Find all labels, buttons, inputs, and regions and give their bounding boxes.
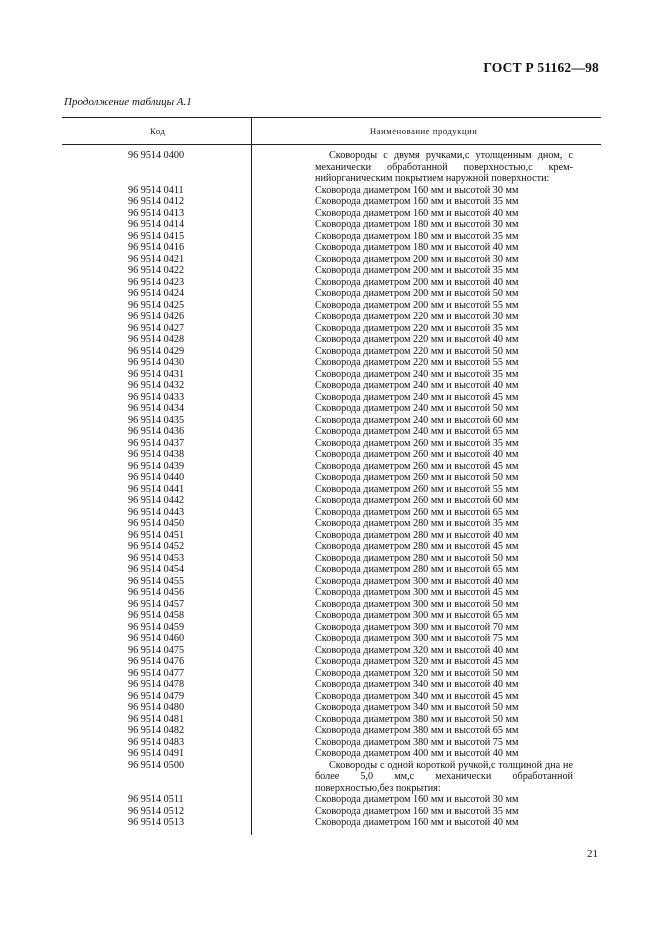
product-code: 96 9514 0441 <box>128 483 185 495</box>
table-row <box>0 553 661 565</box>
column-header-name: Наименование продукции <box>370 126 478 136</box>
product-code: 96 9514 0411 <box>128 184 184 196</box>
table-row <box>0 403 661 415</box>
product-name: Сковорода диаметром 180 мм и высотой 30 мм <box>315 219 519 230</box>
table-body <box>0 150 661 829</box>
product-name: Сковорода диаметром 240 мм и высотой 40 мм <box>315 380 519 391</box>
table-row <box>0 323 661 335</box>
table-row <box>0 357 661 369</box>
product-code: 96 9514 0428 <box>128 334 185 345</box>
product-code: 96 9514 0511 <box>128 794 184 805</box>
table-row <box>0 691 661 703</box>
product-code: 96 9514 0452 <box>128 541 185 552</box>
product-name: Сковорода диаметром 260 мм и высотой 55 мм <box>315 483 519 495</box>
product-code: 96 9514 0479 <box>128 690 185 702</box>
table-row <box>0 794 661 806</box>
standard-title: ГОСТ Р 51162—98 <box>483 60 599 75</box>
table-row <box>0 495 661 507</box>
table-row <box>0 633 661 645</box>
product-name: Сковорода диаметром 260 мм и высотой 40 мм <box>315 449 519 460</box>
table-row <box>0 265 661 277</box>
product-code: 96 9514 0439 <box>128 460 185 472</box>
product-name: Сковорода диаметром 320 мм и высотой 50 мм <box>315 667 519 679</box>
product-name: Сковорода диаметром 260 мм и высотой 60 мм <box>315 495 519 506</box>
table-row <box>0 484 661 496</box>
product-name: Сковорода диаметром 340 мм и высотой 40 мм <box>315 679 519 690</box>
table-row <box>0 449 661 461</box>
product-code: 96 9514 0436 <box>128 426 185 437</box>
product-code: 96 9514 0500 <box>128 759 185 771</box>
table-row <box>0 587 661 599</box>
product-name: Сковорода диаметром 220 мм и высотой 55 мм <box>315 357 519 368</box>
product-name: Сковорода диаметром 300 мм и высотой 45 мм <box>315 587 519 598</box>
product-name: Сковорода диаметром 380 мм и высотой 75 мм <box>315 736 519 748</box>
table-row <box>0 334 661 346</box>
product-name: Сковорода диаметром 260 мм и высотой 45 мм <box>315 460 519 472</box>
product-name: Сковорода диаметром 280 мм и высотой 40 мм <box>315 529 519 541</box>
table-row <box>0 702 661 714</box>
product-name: Сковорода диаметром 280 мм и высотой 45 мм <box>315 541 519 552</box>
product-code: 96 9514 0424 <box>128 288 185 299</box>
table-row <box>0 679 661 691</box>
table-row <box>0 208 661 220</box>
product-name: Сковорода диаметром 240 мм и высотой 50 мм <box>315 403 519 414</box>
product-name: Сковорода диаметром 220 мм и высотой 30 мм <box>315 311 519 322</box>
product-code: 96 9514 0475 <box>128 644 185 656</box>
product-name: Сковорода диаметром 240 мм и высотой 35 мм <box>315 368 519 380</box>
table-row <box>0 530 661 542</box>
product-code: 96 9514 0416 <box>128 242 185 253</box>
product-name: Сковорода диаметром 160 мм и высотой 40 мм <box>315 207 519 219</box>
product-name: Сковорода диаметром 160 мм и высотой 35 мм <box>315 196 519 207</box>
product-code: 96 9514 0482 <box>128 725 185 736</box>
product-name: Сковорода диаметром 260 мм и высотой 50 мм <box>315 472 519 483</box>
table-row <box>0 645 661 657</box>
product-code: 96 9514 0440 <box>128 472 185 483</box>
product-name: Сковорода диаметром 300 мм и высотой 75 мм <box>315 633 519 644</box>
product-code: 96 9514 0415 <box>128 230 185 242</box>
product-code: 96 9514 0400 <box>128 150 185 161</box>
product-code: 96 9514 0460 <box>128 633 185 644</box>
product-name: Сковорода диаметром 340 мм и высотой 50 мм <box>315 702 519 713</box>
table-row <box>0 288 661 300</box>
table-row <box>0 656 661 668</box>
table-row <box>0 668 661 680</box>
product-code: 96 9514 0431 <box>128 368 185 380</box>
product-code: 96 9514 0413 <box>128 207 185 219</box>
table-row <box>0 369 661 381</box>
table-row <box>0 219 661 231</box>
table-row <box>0 714 661 726</box>
product-name: Сковорода диаметром 160 мм и высотой 30 мм <box>315 184 519 196</box>
product-code: 96 9514 0422 <box>128 265 185 276</box>
product-name: Сковорода диаметром 260 мм и высотой 35 мм <box>315 437 519 449</box>
product-name: Сковорода диаметром 200 мм и высотой 35 мм <box>315 265 519 276</box>
product-name: Сковорода диаметром 280 мм и высотой 35 мм <box>315 518 519 529</box>
column-header-code: Код <box>150 126 166 136</box>
table-row <box>0 254 661 266</box>
product-code: 96 9514 0512 <box>128 805 185 817</box>
product-name: Сковорода диаметром 220 мм и высотой 50 мм <box>315 345 519 357</box>
product-name: Сковорода диаметром 240 мм и высотой 65 мм <box>315 426 519 437</box>
table-row <box>0 748 661 760</box>
product-name: Сковорода диаметром 320 мм и высотой 45 мм <box>315 656 519 667</box>
product-name: Сковорода диаметром 300 мм и высотой 50 мм <box>315 598 519 610</box>
product-code: 96 9514 0458 <box>128 610 185 621</box>
product-code: 96 9514 0427 <box>128 322 185 334</box>
product-code: 96 9514 0459 <box>128 621 185 633</box>
table-row <box>0 610 661 622</box>
product-name: Сковорода диаметром 380 мм и высотой 65 мм <box>315 725 519 736</box>
product-code: 96 9514 0429 <box>128 345 185 357</box>
product-name: Сковорода диаметром 300 мм и высотой 70 мм <box>315 621 519 633</box>
product-name: Сковорода диаметром 380 мм и высотой 50 мм <box>315 713 519 725</box>
product-name: Сковорода диаметром 320 мм и высотой 40 мм <box>315 644 519 656</box>
table-row <box>0 300 661 312</box>
product-code: 96 9514 0456 <box>128 587 185 598</box>
product-code: 96 9514 0477 <box>128 667 185 679</box>
product-code: 96 9514 0435 <box>128 414 185 426</box>
table-row <box>0 346 661 358</box>
table-row <box>0 541 661 553</box>
table-row <box>0 461 661 473</box>
table-row <box>0 599 661 611</box>
product-code: 96 9514 0476 <box>128 656 185 667</box>
table-row <box>0 576 661 588</box>
table-row <box>0 760 661 795</box>
table-row <box>0 737 661 749</box>
product-name: Сковорода диаметром 280 мм и высотой 65 мм <box>315 564 519 575</box>
product-name: Сковорода диаметром 200 мм и высотой 50 мм <box>315 288 519 299</box>
table-row <box>0 472 661 484</box>
product-name: Сковорода диаметром 160 мм и высотой 30 мм <box>315 794 519 805</box>
product-name: Сковорода диаметром 260 мм и высотой 65 мм <box>315 506 519 518</box>
product-name: Сковорода диаметром 160 мм и высотой 40 мм <box>315 817 519 828</box>
product-code: 96 9514 0453 <box>128 552 185 564</box>
product-name: Сковорода диаметром 400 мм и высотой 40 мм <box>315 748 519 759</box>
table-row <box>0 415 661 427</box>
table-row <box>0 564 661 576</box>
product-name: Сковорода диаметром 280 мм и высотой 50 мм <box>315 552 519 564</box>
product-code: 96 9514 0481 <box>128 713 185 725</box>
table-row <box>0 438 661 450</box>
product-code: 96 9514 0451 <box>128 529 185 541</box>
table-row <box>0 622 661 634</box>
product-code: 96 9514 0483 <box>128 736 185 748</box>
table-row <box>0 311 661 323</box>
page-number: 21 <box>587 848 598 860</box>
product-code: 96 9514 0425 <box>128 299 185 311</box>
product-name: Сковорода диаметром 240 мм и высотой 60 мм <box>315 414 519 426</box>
product-name: Сковорода диаметром 220 мм и высотой 35 мм <box>315 322 519 334</box>
table-row <box>0 185 661 197</box>
table-row <box>0 725 661 737</box>
product-code: 96 9514 0443 <box>128 506 185 518</box>
product-code: 96 9514 0430 <box>128 357 185 368</box>
product-code: 96 9514 0414 <box>128 219 185 230</box>
product-name: Сковорода диаметром 340 мм и высотой 45 мм <box>315 690 519 702</box>
product-code: 96 9514 0457 <box>128 598 185 610</box>
product-name: Сковорода диаметром 180 мм и высотой 40 мм <box>315 242 519 253</box>
table-row <box>0 817 661 829</box>
product-code: 96 9514 0423 <box>128 276 185 288</box>
product-code: 96 9514 0455 <box>128 575 185 587</box>
product-code: 96 9514 0412 <box>128 196 185 207</box>
product-name: Сковорода диаметром 240 мм и высотой 45 мм <box>315 391 519 403</box>
product-name: Сковорода диаметром 200 мм и высотой 30 мм <box>315 253 519 265</box>
table-row <box>0 426 661 438</box>
table-top-rule <box>62 117 601 118</box>
table-row <box>0 277 661 289</box>
product-code: 96 9514 0437 <box>128 437 185 449</box>
table-row <box>0 518 661 530</box>
product-code: 96 9514 0426 <box>128 311 185 322</box>
product-code: 96 9514 0478 <box>128 679 185 690</box>
table-row <box>0 150 661 185</box>
table-row <box>0 380 661 392</box>
product-code: 96 9514 0434 <box>128 403 185 414</box>
table-row <box>0 806 661 818</box>
table-row <box>0 392 661 404</box>
product-name: Сковорода диаметром 300 мм и высотой 65 мм <box>315 610 519 621</box>
product-code: 96 9514 0491 <box>128 748 185 759</box>
product-name: Сковорода диаметром 200 мм и высотой 55 мм <box>315 299 519 311</box>
product-code: 96 9514 0480 <box>128 702 185 713</box>
table-row <box>0 231 661 243</box>
product-code: 96 9514 0442 <box>128 495 185 506</box>
product-name: Сковорода диаметром 160 мм и высотой 35 мм <box>315 805 519 817</box>
product-code: 96 9514 0432 <box>128 380 185 391</box>
product-name: Сковорода диаметром 200 мм и высотой 40 мм <box>315 276 519 288</box>
product-name: Сковорода диаметром 180 мм и высотой 35 мм <box>315 230 519 242</box>
table-row <box>0 507 661 519</box>
table-header-rule <box>62 144 601 145</box>
table-caption: Продолжение таблицы А.1 <box>64 96 192 108</box>
table-row <box>0 196 661 208</box>
product-group-heading: Сковороды с двумя ручками,с утолщенным дном, с механически обработанной поверхностью,с крем-нийорганическим покрытием наружной поверхности: <box>315 150 573 184</box>
product-code: 96 9514 0513 <box>128 817 185 828</box>
product-code: 96 9514 0421 <box>128 253 185 265</box>
table-row <box>0 242 661 254</box>
product-code: 96 9514 0433 <box>128 391 185 403</box>
product-group-heading: Сковороды с одной короткой ручкой,с толщиной дна не более 5,0 мм,с механически обработанной поверхностью,без покрытия: <box>315 759 573 794</box>
product-code: 96 9514 0454 <box>128 564 185 575</box>
product-name: Сковорода диаметром 300 мм и высотой 40 мм <box>315 575 519 587</box>
product-name: Сковорода диаметром 220 мм и высотой 40 мм <box>315 334 519 345</box>
product-code: 96 9514 0438 <box>128 449 185 460</box>
product-code: 96 9514 0450 <box>128 518 185 529</box>
